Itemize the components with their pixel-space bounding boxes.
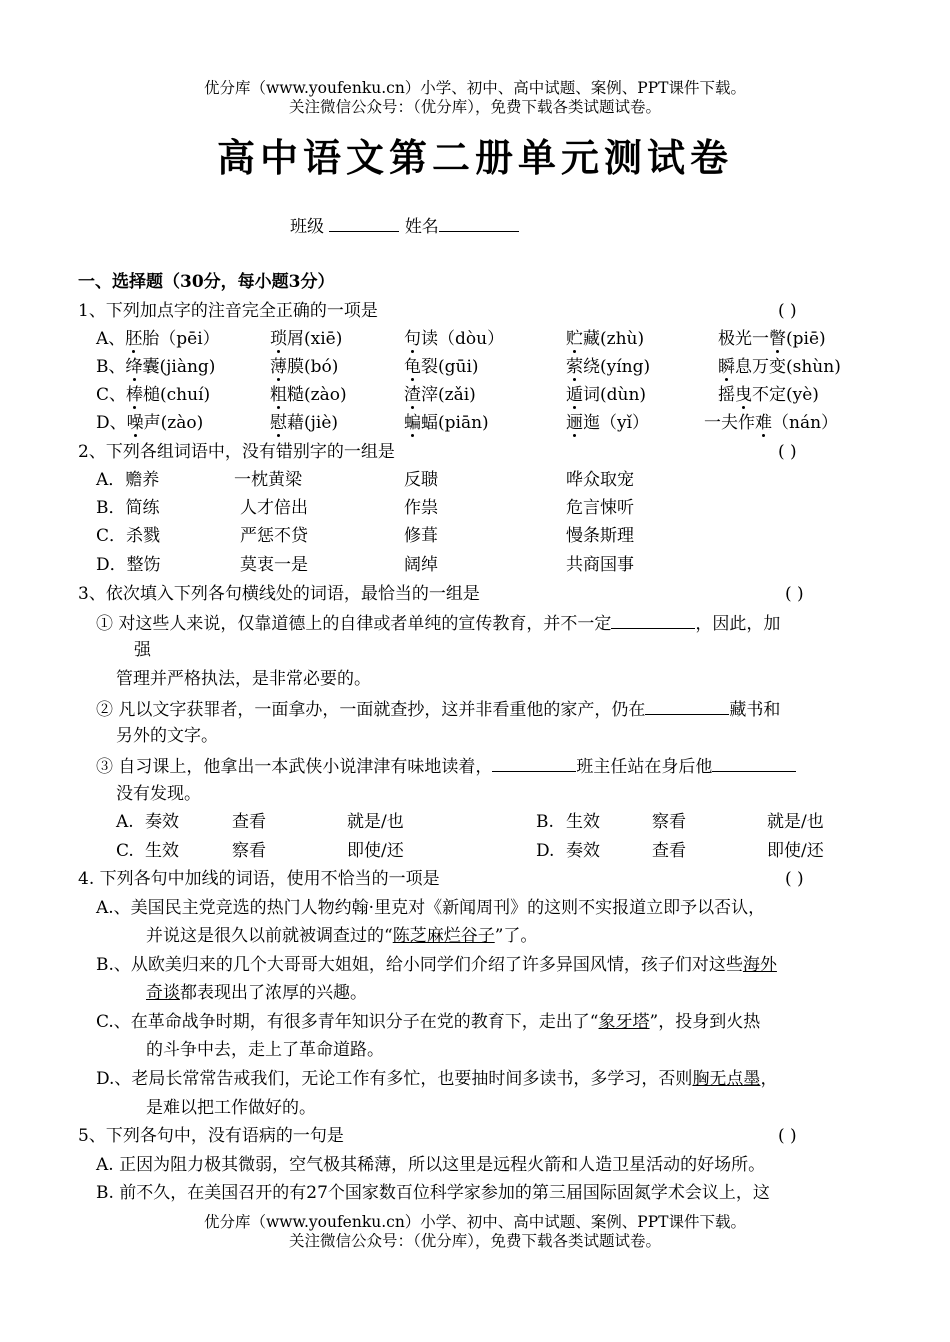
- option-text: 都表现出了浓厚的兴趣。: [180, 983, 367, 1003]
- option-text: D.、老局长常常告戒我们，无论工作有多忙，也要抽时间多读书，多学习，否则: [96, 1069, 693, 1089]
- option-text: 屑(xiē): [287, 329, 343, 349]
- q4-option-a: A.、美国民主党竞选的热门人物约翰·里克对《新闻周刊》的这则不实报道立即予以否认，: [96, 898, 766, 918]
- q1-a-2: [270, 325, 342, 353]
- option-text: （nán）: [772, 413, 839, 433]
- blank-line: [712, 751, 796, 772]
- dotted-char: 胚: [125, 329, 143, 349]
- q1-b-5: [718, 353, 841, 381]
- q2-row-a-1: A．赡养: [96, 470, 160, 490]
- q3-option-d-2: 查看: [652, 841, 686, 861]
- option-text: (piē): [786, 329, 826, 349]
- underlined-phrase: 海外: [742, 955, 777, 975]
- q2-row-a-4: 哗众取宠: [566, 470, 634, 490]
- q3-option-a-1: 奏效: [145, 812, 179, 832]
- q1-option-a: [96, 325, 220, 353]
- header-line-2: 关注微信公众号：（优分库），免费下载各类试题试卷。: [288, 98, 661, 116]
- q4-option-a-cont: [146, 922, 537, 950]
- q2-row-b-1: B．简练: [96, 498, 160, 518]
- page-title: 高中语文第二册单元测试卷: [216, 135, 733, 180]
- q5-option-a: A. 正因为阻力极其微弱，空气极其稀薄，所以这里是远程火箭和人造卫星活动的好场所。: [96, 1155, 766, 1175]
- q1-d-3: [404, 409, 489, 437]
- class-field[interactable]: [329, 211, 399, 232]
- dotted-char: 瞥: [769, 329, 786, 349]
- underlined-phrase: 奇谈: [146, 983, 180, 1003]
- dotted-char: 逦: [566, 413, 583, 433]
- blank-line: [611, 608, 695, 629]
- option-text: 声(zào): [143, 413, 204, 433]
- q2-row-c-1: C．杀戮: [96, 526, 161, 546]
- option-text: B.、从欧美归来的几个大哥哥大姐姐，给小同学们介绍了许多异国风情，孩子们对这些: [96, 955, 743, 975]
- q2-row-c-3: 修葺: [404, 526, 438, 546]
- q3-sentence-2: [96, 694, 780, 724]
- q2-row-d-2: 莫衷一是: [240, 555, 308, 575]
- sentence-text: 班主任站在身后他: [576, 757, 713, 777]
- option-text: 不定(yè): [752, 385, 819, 405]
- q2-row-d-1: D．整饬: [96, 555, 161, 575]
- footer-line-1: 优分库（www.youfenku.cn）小学、初中、高中试题、案例、PPT课件下载。: [203, 1213, 747, 1231]
- q2-row-b-2: 人才倍出: [240, 498, 308, 518]
- q3-option-b-1: 生效: [566, 812, 600, 832]
- q3-option-c-3: 即使/还: [347, 841, 404, 861]
- dotted-char: 粗: [270, 385, 287, 405]
- sentence-text: 藏书和: [729, 700, 781, 720]
- q5-answer-paren[interactable]: ( ): [778, 1126, 797, 1146]
- q2-stem: 2、下列各组词语中，没有错别字的一组是: [78, 442, 395, 462]
- header-line-1: 优分库（www.youfenku.cn）小学、初中、高中试题、案例、PPT课件下载。: [203, 79, 747, 97]
- dotted-char: 琐: [270, 329, 287, 349]
- q1-c-4: [566, 381, 646, 409]
- option-text: C.、在革命战争时期，有很多青年知识分子在党的教育下，走出了“: [96, 1012, 599, 1032]
- q2-row-b-3: 作祟: [404, 498, 438, 518]
- blank-line: [645, 694, 729, 715]
- q4-stem: 4. 下列各句中加线的词语，使用不恰当的一项是: [78, 869, 440, 889]
- dotted-char: 难: [755, 413, 772, 433]
- dotted-char: 瞬: [718, 357, 735, 377]
- q4-option-c-cont: 的斗争中去，走上了革命道路。: [146, 1040, 384, 1060]
- q3-option-d-1: 奏效: [566, 841, 600, 861]
- dotted-char: 蝙: [404, 413, 421, 433]
- q3-sentence-1: [96, 608, 780, 638]
- q1-a-3: [404, 325, 504, 353]
- q3-sentence-3-cont: 没有发现。: [116, 784, 201, 804]
- option-text: 并说这是很久以前就被调查过的“: [146, 926, 393, 946]
- option-text: 胎（pēi）: [142, 329, 220, 349]
- q5-stem: 5、下列各句中，没有语病的一句是: [78, 1126, 344, 1146]
- q3-option-c-1: 生效: [145, 841, 179, 861]
- q1-answer-paren[interactable]: ( ): [778, 301, 797, 321]
- section-1-title: 一、选择题（30分，每小题3分）: [78, 272, 335, 292]
- option-text: 囊(jiàng): [142, 357, 216, 377]
- dotted-char: 龟: [404, 357, 421, 377]
- q3-option-b-2: 察看: [652, 812, 686, 832]
- q2-row-a-3: 反聩: [404, 470, 438, 490]
- q2-row-d-3: 阔绰: [404, 555, 438, 575]
- q1-c-5: [718, 381, 819, 409]
- dotted-char: 贮: [566, 329, 583, 349]
- q3-option-d-letter: D.: [536, 841, 555, 861]
- q3-option-a-letter: A.: [116, 812, 134, 832]
- q1-stem: 1、下列加点字的注音完全正确的一项是: [78, 301, 378, 321]
- option-text: 息万变(shùn): [735, 357, 841, 377]
- option-text: 蝠(piān): [421, 413, 489, 433]
- sentence-text: ① 对这些人来说，仅靠道德上的自律或者单纯的宣传教育，并不一定: [96, 614, 612, 634]
- dotted-char: 渣: [404, 385, 421, 405]
- underlined-phrase: 象牙塔: [598, 1012, 650, 1032]
- q3-stem: 3、依次填入下列各句横线处的词语，最恰当的一组是: [78, 584, 480, 604]
- option-letter: C、: [96, 385, 127, 405]
- dotted-char: 噪: [126, 413, 144, 433]
- student-info: [290, 211, 519, 241]
- name-field[interactable]: [439, 211, 519, 232]
- option-text: 迤（yǐ）: [583, 413, 650, 433]
- dotted-char: 句: [404, 329, 421, 349]
- q1-b-2: [270, 353, 338, 381]
- option-text: 藏(zhù): [583, 329, 645, 349]
- dotted-char: 绛: [125, 357, 143, 377]
- dotted-char: 薄: [270, 357, 287, 377]
- q1-option-b: [96, 353, 215, 381]
- dotted-char: 慰: [270, 413, 287, 433]
- option-text: ”，投身到火热: [649, 1012, 761, 1032]
- q4-option-d: [96, 1065, 777, 1093]
- q1-d-5: [704, 409, 838, 437]
- q3-sentence-2-cont: 另外的文字。: [116, 726, 218, 746]
- q1-b-3: [404, 353, 479, 381]
- class-label: 班级: [290, 217, 324, 237]
- q4-option-c: [96, 1008, 760, 1036]
- q5-option-b: B. 前不久，在美国召开的有27个国家数百位科学家参加的第三届国际固氮学术会议上，这: [96, 1183, 770, 1203]
- q1-c-3: [404, 381, 476, 409]
- option-text: 藉(jiè): [287, 413, 339, 433]
- q1-a-4: [566, 325, 644, 353]
- q3-sentence-3: [96, 751, 796, 781]
- q1-option-c: [96, 381, 210, 409]
- q2-row-d-4: 共商国事: [566, 555, 634, 575]
- option-text: 滓(zǎi): [421, 385, 476, 405]
- option-letter: A、: [96, 329, 126, 349]
- dotted-char: 曳: [735, 385, 752, 405]
- q3-option-c-letter: C.: [116, 841, 134, 861]
- sentence-text: ，因此，加: [695, 614, 781, 634]
- sentence-text: ② 凡以文字获罪者，一面拿办，一面就查抄，这并非看重他的家产，仍在: [96, 700, 646, 720]
- q1-option-d: [96, 409, 203, 437]
- q2-row-c-2: 严惩不贷: [240, 526, 308, 546]
- q3-option-a-3: 就是/也: [347, 812, 404, 832]
- underlined-phrase: 胸无点墨: [692, 1069, 761, 1089]
- q1-d-2: [270, 409, 338, 437]
- option-text: 绕(yíng): [583, 357, 651, 377]
- q2-row-c-4: 慢条斯理: [566, 526, 634, 546]
- q1-c-2: [270, 381, 347, 409]
- sentence-text: ③ 自习课上，他拿出一本武侠小说津津有味地读着，: [96, 757, 493, 777]
- q4-option-d-cont: 是难以把工作做好的。: [146, 1098, 316, 1118]
- option-text: 膜(bó): [287, 357, 339, 377]
- dotted-char: 遁: [566, 385, 583, 405]
- dotted-char: 棒: [126, 385, 144, 405]
- option-text: 裂(gūi): [421, 357, 479, 377]
- option-text: 一夫作: [704, 413, 755, 433]
- option-text: 极光一: [718, 329, 769, 349]
- option-letter: D、: [96, 413, 127, 433]
- q4-option-b: [96, 951, 777, 979]
- option-text: 读（dòu）: [421, 329, 505, 349]
- blank-line: [492, 751, 576, 772]
- underlined-phrase: 陈芝麻烂谷子: [392, 926, 495, 946]
- option-text: 词(dùn): [583, 385, 647, 405]
- option-letter: B、: [96, 357, 126, 377]
- q4-answer-paren[interactable]: ( ): [785, 869, 804, 889]
- q3-option-b-letter: B.: [536, 812, 554, 832]
- q3-sentence-1-wrap: 强: [134, 640, 151, 660]
- q3-option-c-2: 察看: [232, 841, 266, 861]
- q2-row-a-2: 一枕黄梁: [234, 470, 302, 490]
- option-text: 摇: [718, 385, 735, 405]
- q3-option-a-2: 查看: [232, 812, 266, 832]
- q3-answer-paren[interactable]: ( ): [785, 584, 804, 604]
- option-text: ”了。: [494, 926, 538, 946]
- option-text: 糙(zào): [287, 385, 347, 405]
- q1-b-4: [566, 353, 650, 381]
- footer-line-2: 关注微信公众号：（优分库），免费下载各类试题试卷。: [288, 1232, 661, 1250]
- q1-d-4: [566, 409, 649, 437]
- q2-row-b-4: 危言悚听: [566, 498, 634, 518]
- option-text: 槌(chuí): [143, 385, 211, 405]
- option-text: ，: [760, 1069, 778, 1089]
- q2-answer-paren[interactable]: ( ): [778, 442, 797, 462]
- q3-option-b-3: 就是/也: [767, 812, 824, 832]
- q4-option-b-cont: [146, 979, 367, 1007]
- dotted-char: 萦: [566, 357, 583, 377]
- q1-a-5: [718, 325, 826, 353]
- q3-sentence-1-cont: 管理并严格执法，是非常必要的。: [116, 669, 371, 689]
- name-label: 姓名: [404, 217, 439, 237]
- q3-option-d-3: 即使/还: [767, 841, 824, 861]
